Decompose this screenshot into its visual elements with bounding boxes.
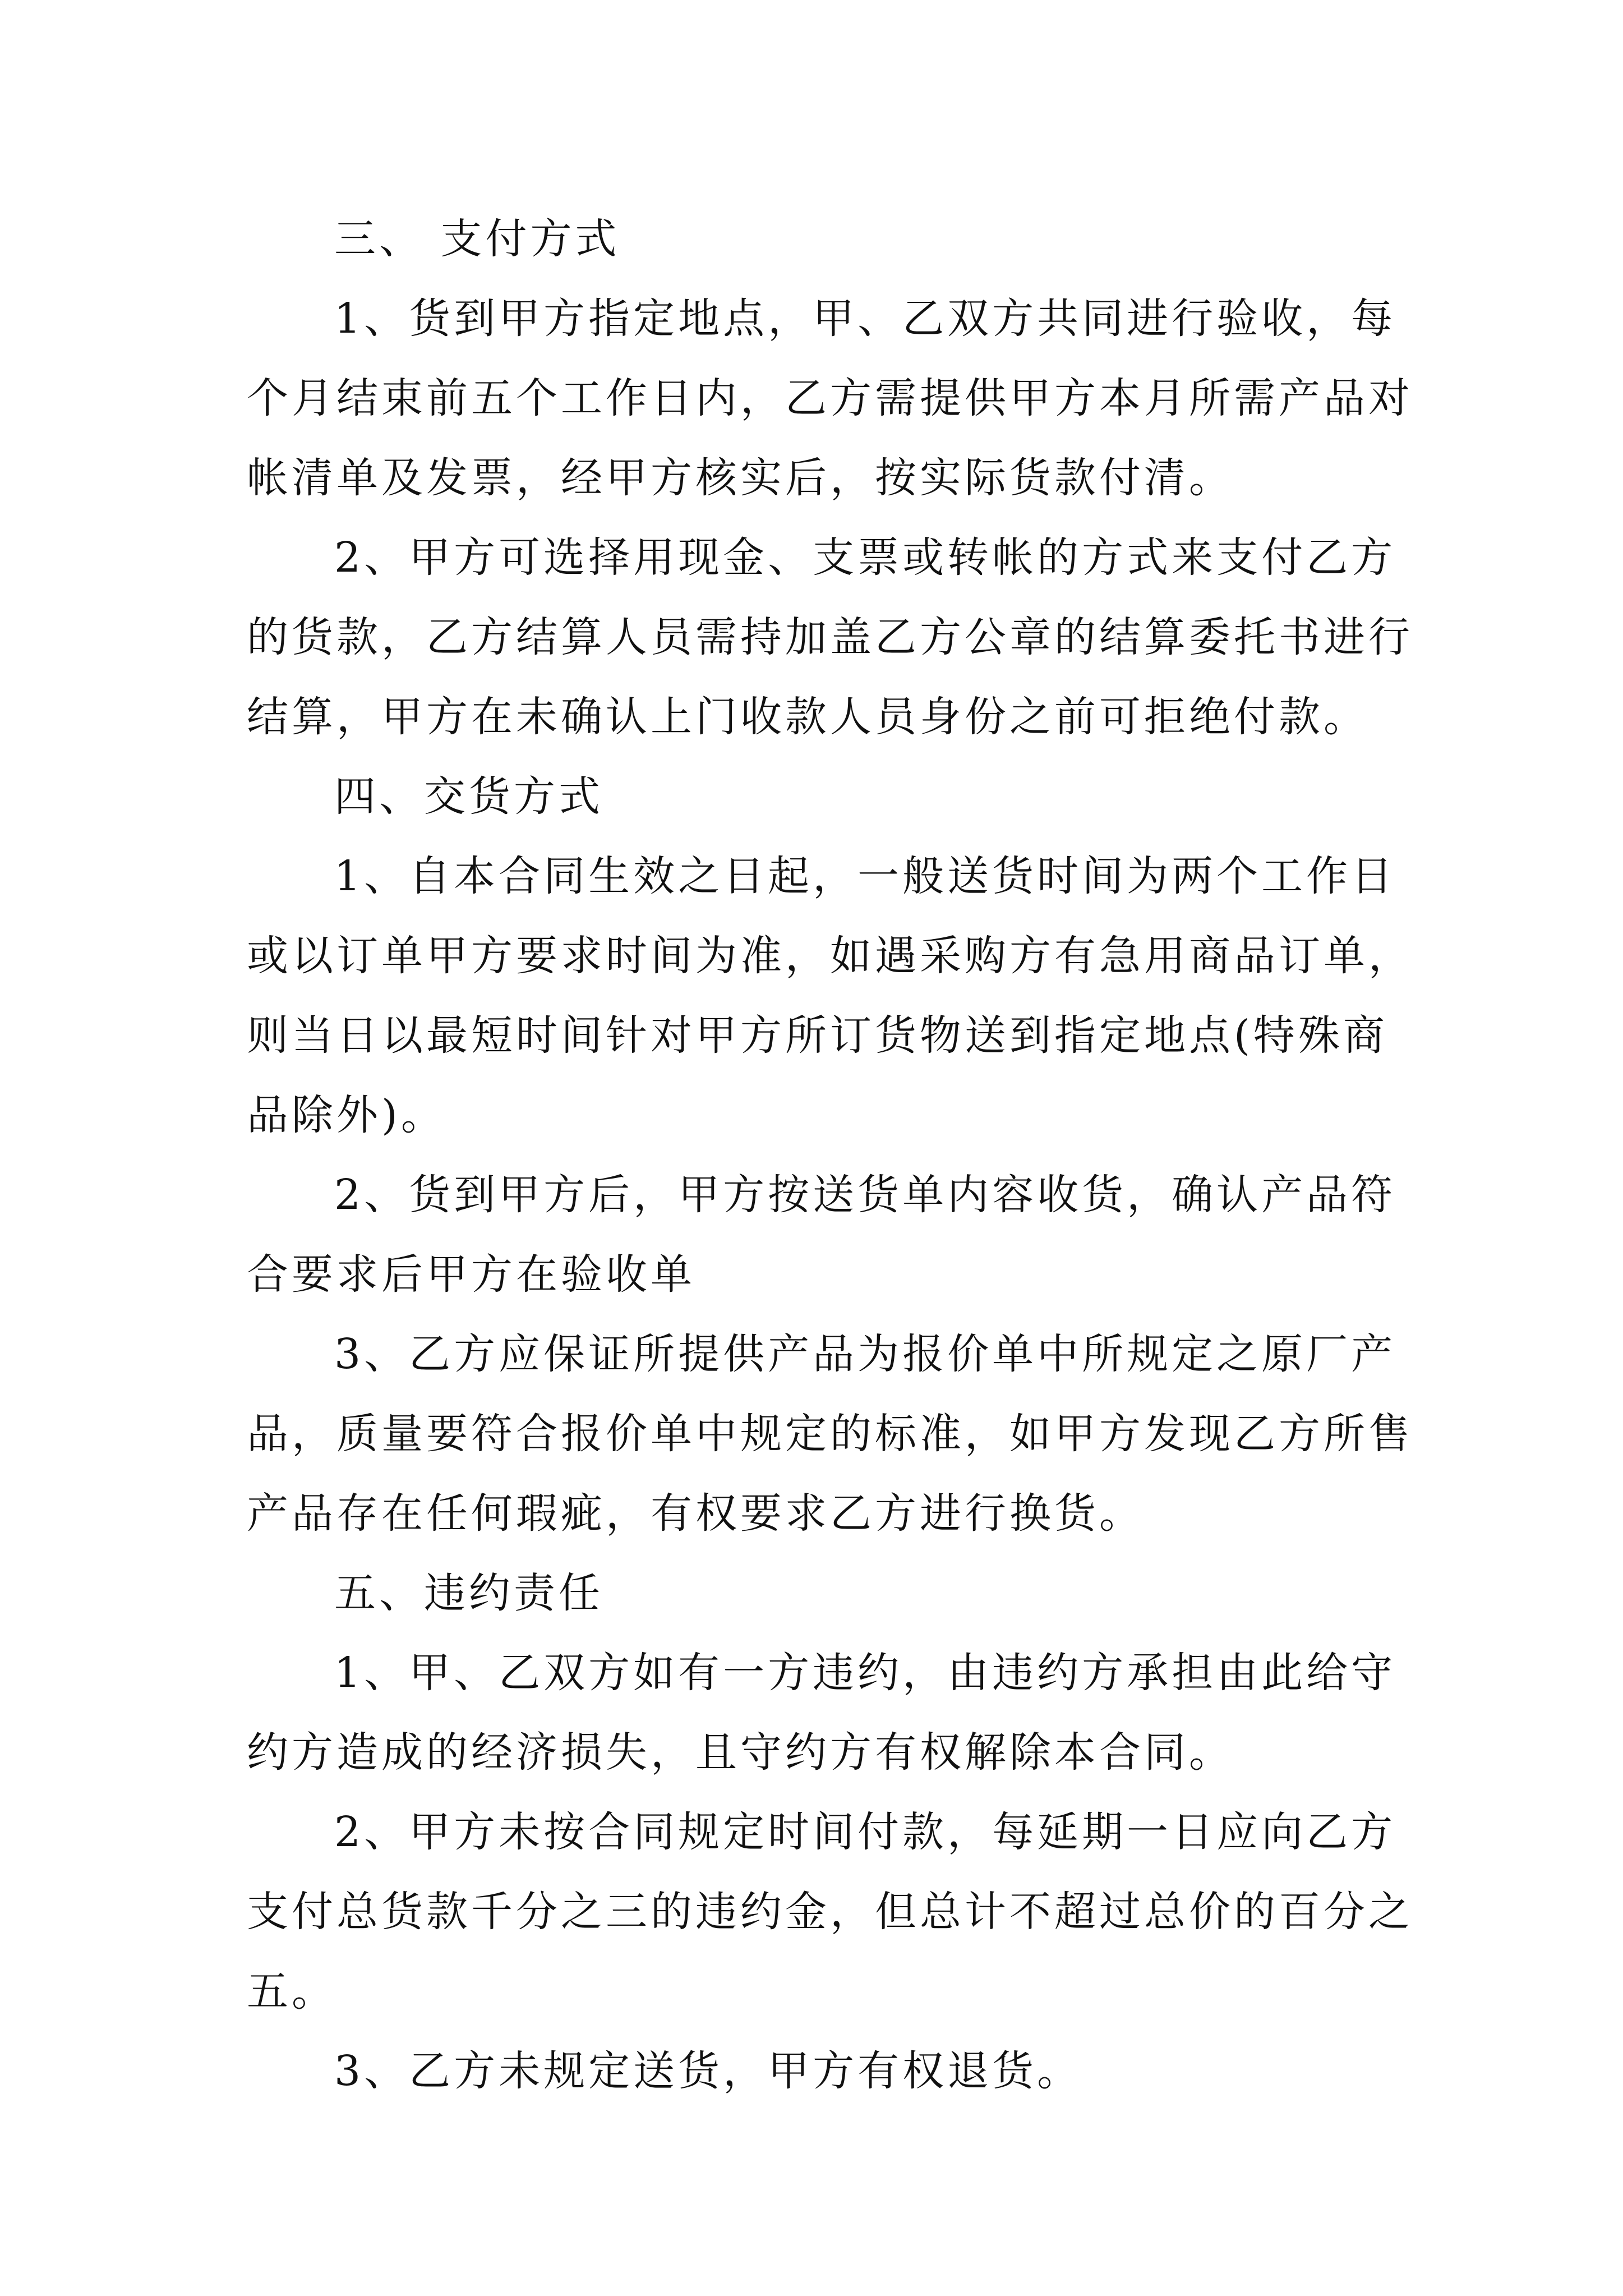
text-line: 约方造成的经济损失，且守约方有权解除本合同。 <box>247 1728 1234 1777</box>
section5-heading: 五、违约责任 <box>334 1569 603 1617</box>
document-body <box>247 199 1413 2111</box>
section4-item3 <box>247 1314 1413 1553</box>
text-line: 的货款，乙方结算人员需持加盖乙方公章的结算委托书进行 <box>247 613 1413 661</box>
text-line: 1、自本合同生效之日起，一般送货时间为两个工作日 <box>334 852 1396 900</box>
section5-item2 <box>247 1792 1413 2031</box>
text-line: 1、货到甲方指定地点，甲、乙双方共同进行验收，每 <box>334 295 1396 343</box>
section5-item1 <box>247 1633 1396 1792</box>
text-line: 五。 <box>247 1967 336 2016</box>
text-line: 2、货到甲方后，甲方按送货单内容收货，确认产品符 <box>334 1171 1396 1219</box>
section4-heading: 四、交货方式 <box>334 772 603 821</box>
text-line: 品除外)。 <box>247 1091 446 1139</box>
text-line: 2、甲方可选择用现金、支票或转帐的方式来支付乙方 <box>334 533 1396 582</box>
text-line: 则当日以最短时间针对甲方所订货物送到指定地点(特殊商 <box>247 1011 1388 1060</box>
text-line: 个月结束前五个工作日内，乙方需提供甲方本月所需产品对 <box>247 374 1413 422</box>
text-line: 帐清单及发票，经甲方核实后，按实际货款付清。 <box>247 454 1234 502</box>
section3-item2 <box>247 518 1413 757</box>
section3-heading: 三、 支付方式 <box>334 215 620 263</box>
text-line: 结算，甲方在未确认上门收款人员身份之前可拒绝付款。 <box>247 693 1368 741</box>
text-line: 3、乙方应保证所提供产品为报价单中所规定之原厂产 <box>334 1330 1396 1378</box>
section4-item1 <box>247 836 1413 1155</box>
text-line: 合要求后甲方在验收单 <box>247 1250 695 1299</box>
text-line: 产品存在任何瑕疵，有权要求乙方进行换货。 <box>247 1489 1144 1538</box>
section3-item1 <box>247 279 1413 518</box>
text-line: 或以订单甲方要求时间为准，如遇采购方有急用商品订单， <box>247 932 1413 980</box>
text-line: 1、甲、乙双方如有一方违约，由违约方承担由此给守 <box>334 1649 1396 1697</box>
text-line: 2、甲方未按合同规定时间付款，每延期一日应向乙方 <box>334 1808 1396 1856</box>
text-line: 品，质量要符合报价单中规定的标准，如甲方发现乙方所售 <box>247 1410 1413 1458</box>
section5-item3 <box>247 2031 1385 2111</box>
text-line: 支付总货款千分之三的违约金，但总计不超过总价的百分之 <box>247 1888 1413 1936</box>
text-line: 3、乙方未规定送货，甲方有权退货。 <box>334 2047 1082 2095</box>
section4-item2 <box>247 1155 1396 1314</box>
